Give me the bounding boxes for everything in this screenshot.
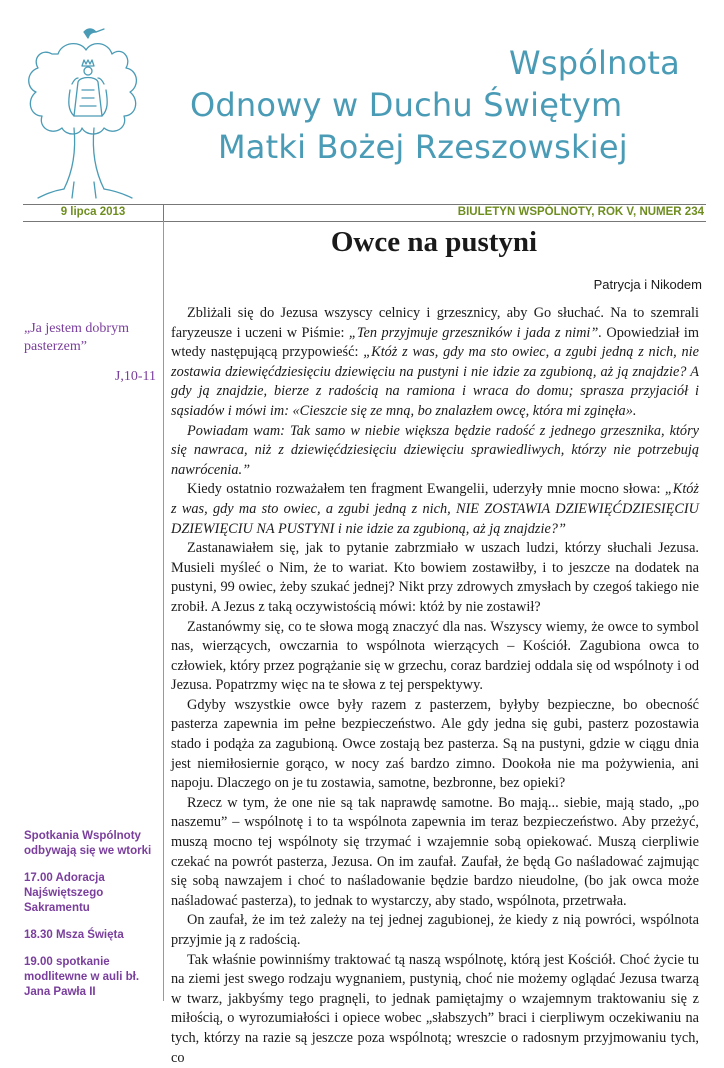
- paragraph-text: Zbliżali się do Jezusa wszyscy celnicy i grzesznicy, aby Go słuchać. Na to szemrali faryzeusze i uczeni w Piśmie:: [171, 305, 699, 341]
- paragraph-text: On zaufał, że im też zależy na tej jednej zagubionej, że kiedy z nią powróci, wspólnota przyjmie ją z radością.: [171, 912, 699, 948]
- article-paragraph: [171, 618, 699, 696]
- article-body: [171, 304, 699, 1066]
- article-paragraph: [171, 422, 699, 481]
- article-paragraph: [171, 480, 699, 539]
- article-paragraph: [171, 539, 699, 617]
- scripture-quote: Powiadam wam: Tak samo w niebie większa będzie radość z jednego grzesznika, który się nawraca, niż z dziewięćdziesięciu dziewięciu sprawiedliwych, którzy nie potrzebują nawrócenia.”: [171, 422, 699, 478]
- quote-text: „Ja jestem dobrym pasterzem”: [24, 321, 129, 354]
- quote-reference: J,10-11: [114, 369, 156, 384]
- sidebar-quote: [24, 320, 156, 386]
- paragraph-text: Opowiedział im wtedy następującą przypowieść:: [171, 324, 699, 361]
- schedule-intro: Spotkania Wspólnoty odbywają się we wtorki: [24, 830, 152, 857]
- community-title-line-2: Odnowy w Duchu Świętym: [190, 86, 623, 124]
- scripture-quote: „Ten przyjmuje grzeszników i jada z nimi”.: [348, 324, 602, 341]
- paragraph-text: Rzecz w tym, że one nie są tak naprawdę samotne. Bo mają... siebie, mają stado, „po naszemu” – wspólnotę i to ta wspólnota zapewnia im teraz bezpieczeństwo. Aby przeżyć, muszą mocno tej wspólnoty się trzymać i wzajemnie sobą opiekować. Muszą cierpliwie czekać na powrót pasterza, Jezusa. On im zaufał. Zaufał, że będą Go naśladować zajmując się sobą nawzajem i choć to naśladowanie będzie bardzo nieudolne, (bo jak owca może naśladować pasterza), to jednak to wystarczy, aby stado, wspólnota, przetrwała.: [171, 794, 699, 909]
- meeting-schedule: [24, 829, 159, 1012]
- paragraph-text: Gdyby wszystkie owce były razem z pasterzem, byłyby bezpieczne, bo obecność pasterza zapewnia im pełne bezpieczeństwo. Ale gdy jedna się gubi, pasterz pozostawia stado i podąża za zagubioną. Owce zostają bez pasterza. Są na pustyni, gdzie w ciągu dnia jest niemiłosiernie gorąco, w nocy zaś bardzo zimno. Dookoła nie ma pożywienia, ani napoju. Dlaczego on je tu zostawia, samotne, bezbronne, bez opieki?: [171, 696, 699, 792]
- schedule-adoration: 17.00 Adoracja Najświętszego Sakramentu: [24, 872, 105, 914]
- issue-date: 9 lipca 2013: [60, 206, 126, 218]
- article-paragraph: [171, 794, 699, 912]
- scripture-quote: „Któż z was, gdy ma sto owiec, a zgubi jedną z nich, nie zostawia dziewięćdziesięciu dziewięciu na pustyni i nie idzie za zgubioną, aż ją znajdzie? A gdy ją znajdzie, bierze z radością na ramiona i wraca do domu; sprasza przyjaciół i sąsiadów i mówi im: «Cieszcie się ze mną, bo znalazłem owcę, która mi zginęła».: [171, 344, 699, 419]
- paragraph-text: Zastanawiałem się, jak to pytanie zabrzmiało w uszach ludzi, którzy słuchali Jezusa. Musieli myśleć o Nim, że to wariat. Kto bowiem zostawiłby, i to jeszcze na dodatek na pustyni, 99 owiec, żeby szukać jednej? Nikt przy zdrowych zmysłach by czegoś takiego nie zrobił. A Jezus z taką oczywistością mówi: któż by nie zostawił?: [171, 540, 699, 615]
- article-paragraph: [171, 696, 699, 794]
- paragraph-text: Tak właśnie powinniśmy traktować tą naszą wspólnotę, którą jest Kościół. Choć życie tu na ziemi jest swego rodzaju wygnaniem, pustynią, choć nie możemy oglądać Jezusa twarzą w twarz, jakbyśmy tego pragnęli, to jednak pamiętajmy o wzajemnym traktowaniu się z miłością, o wyrozumiałości i opiece wobec „słabszych” braci i cierpliwym oczekiwaniu na tych, którzy na razie są jeszcze poza wspólnotą; wreszcie o radosnym przyjmowaniu tych, co: [171, 951, 699, 1066]
- paragraph-text: Kiedy ostatnio rozważałem ten fragment Ewangelii, uderzyły mnie mocno słowa:: [187, 481, 665, 498]
- article-paragraph: [171, 951, 699, 1068]
- article-paragraph: [171, 304, 699, 422]
- community-title-line-3: Matki Bożej Rzeszowskiej: [218, 128, 628, 166]
- bulletin-info-bar: [23, 204, 706, 222]
- schedule-prayer-meeting: 19.00 spotkanie modlitewne w auli bł. Jana Pawła II: [24, 956, 140, 998]
- article-title: Owce na pustyni: [330, 226, 538, 258]
- paragraph-text: Zastanówmy się, co te słowa mogą znaczyć dla nas. Wszyscy wiemy, że owce to symbol nas, wierzących, owczarnia to wspólnota wierzących – Kościół. Zagubiona owca to człowiek, który przez pogrążanie się w grzechu, coraz bardziej oddala się od wspólnoty i od Jezusa. Popatrzmy więc na te słowa z tej perspektywy.: [171, 618, 699, 694]
- article-paragraph: [171, 911, 699, 950]
- community-title-line-1: Wspólnota: [509, 44, 680, 82]
- article-author: Patrycja i Nikodem: [593, 277, 702, 292]
- sidebar-divider: [163, 221, 164, 1001]
- issue-number: BIULETYN WSPÓLNOTY, ROK V, NUMER 234: [457, 206, 704, 218]
- tree-madonna-icon: [22, 24, 152, 202]
- bar-divider: [163, 205, 164, 221]
- scripture-quote: „Któż z was, gdy ma sto owiec, a zgubi jedną z nich, NIE ZOSTAWIA DZIEWIĘĆDZIESIĘCIU DZIEWIĘCIU NA PUSTYNI i nie idzie za zgubioną, aż ją znajdzie?”: [171, 481, 699, 537]
- schedule-mass: 18.30 Msza Święta: [24, 929, 124, 941]
